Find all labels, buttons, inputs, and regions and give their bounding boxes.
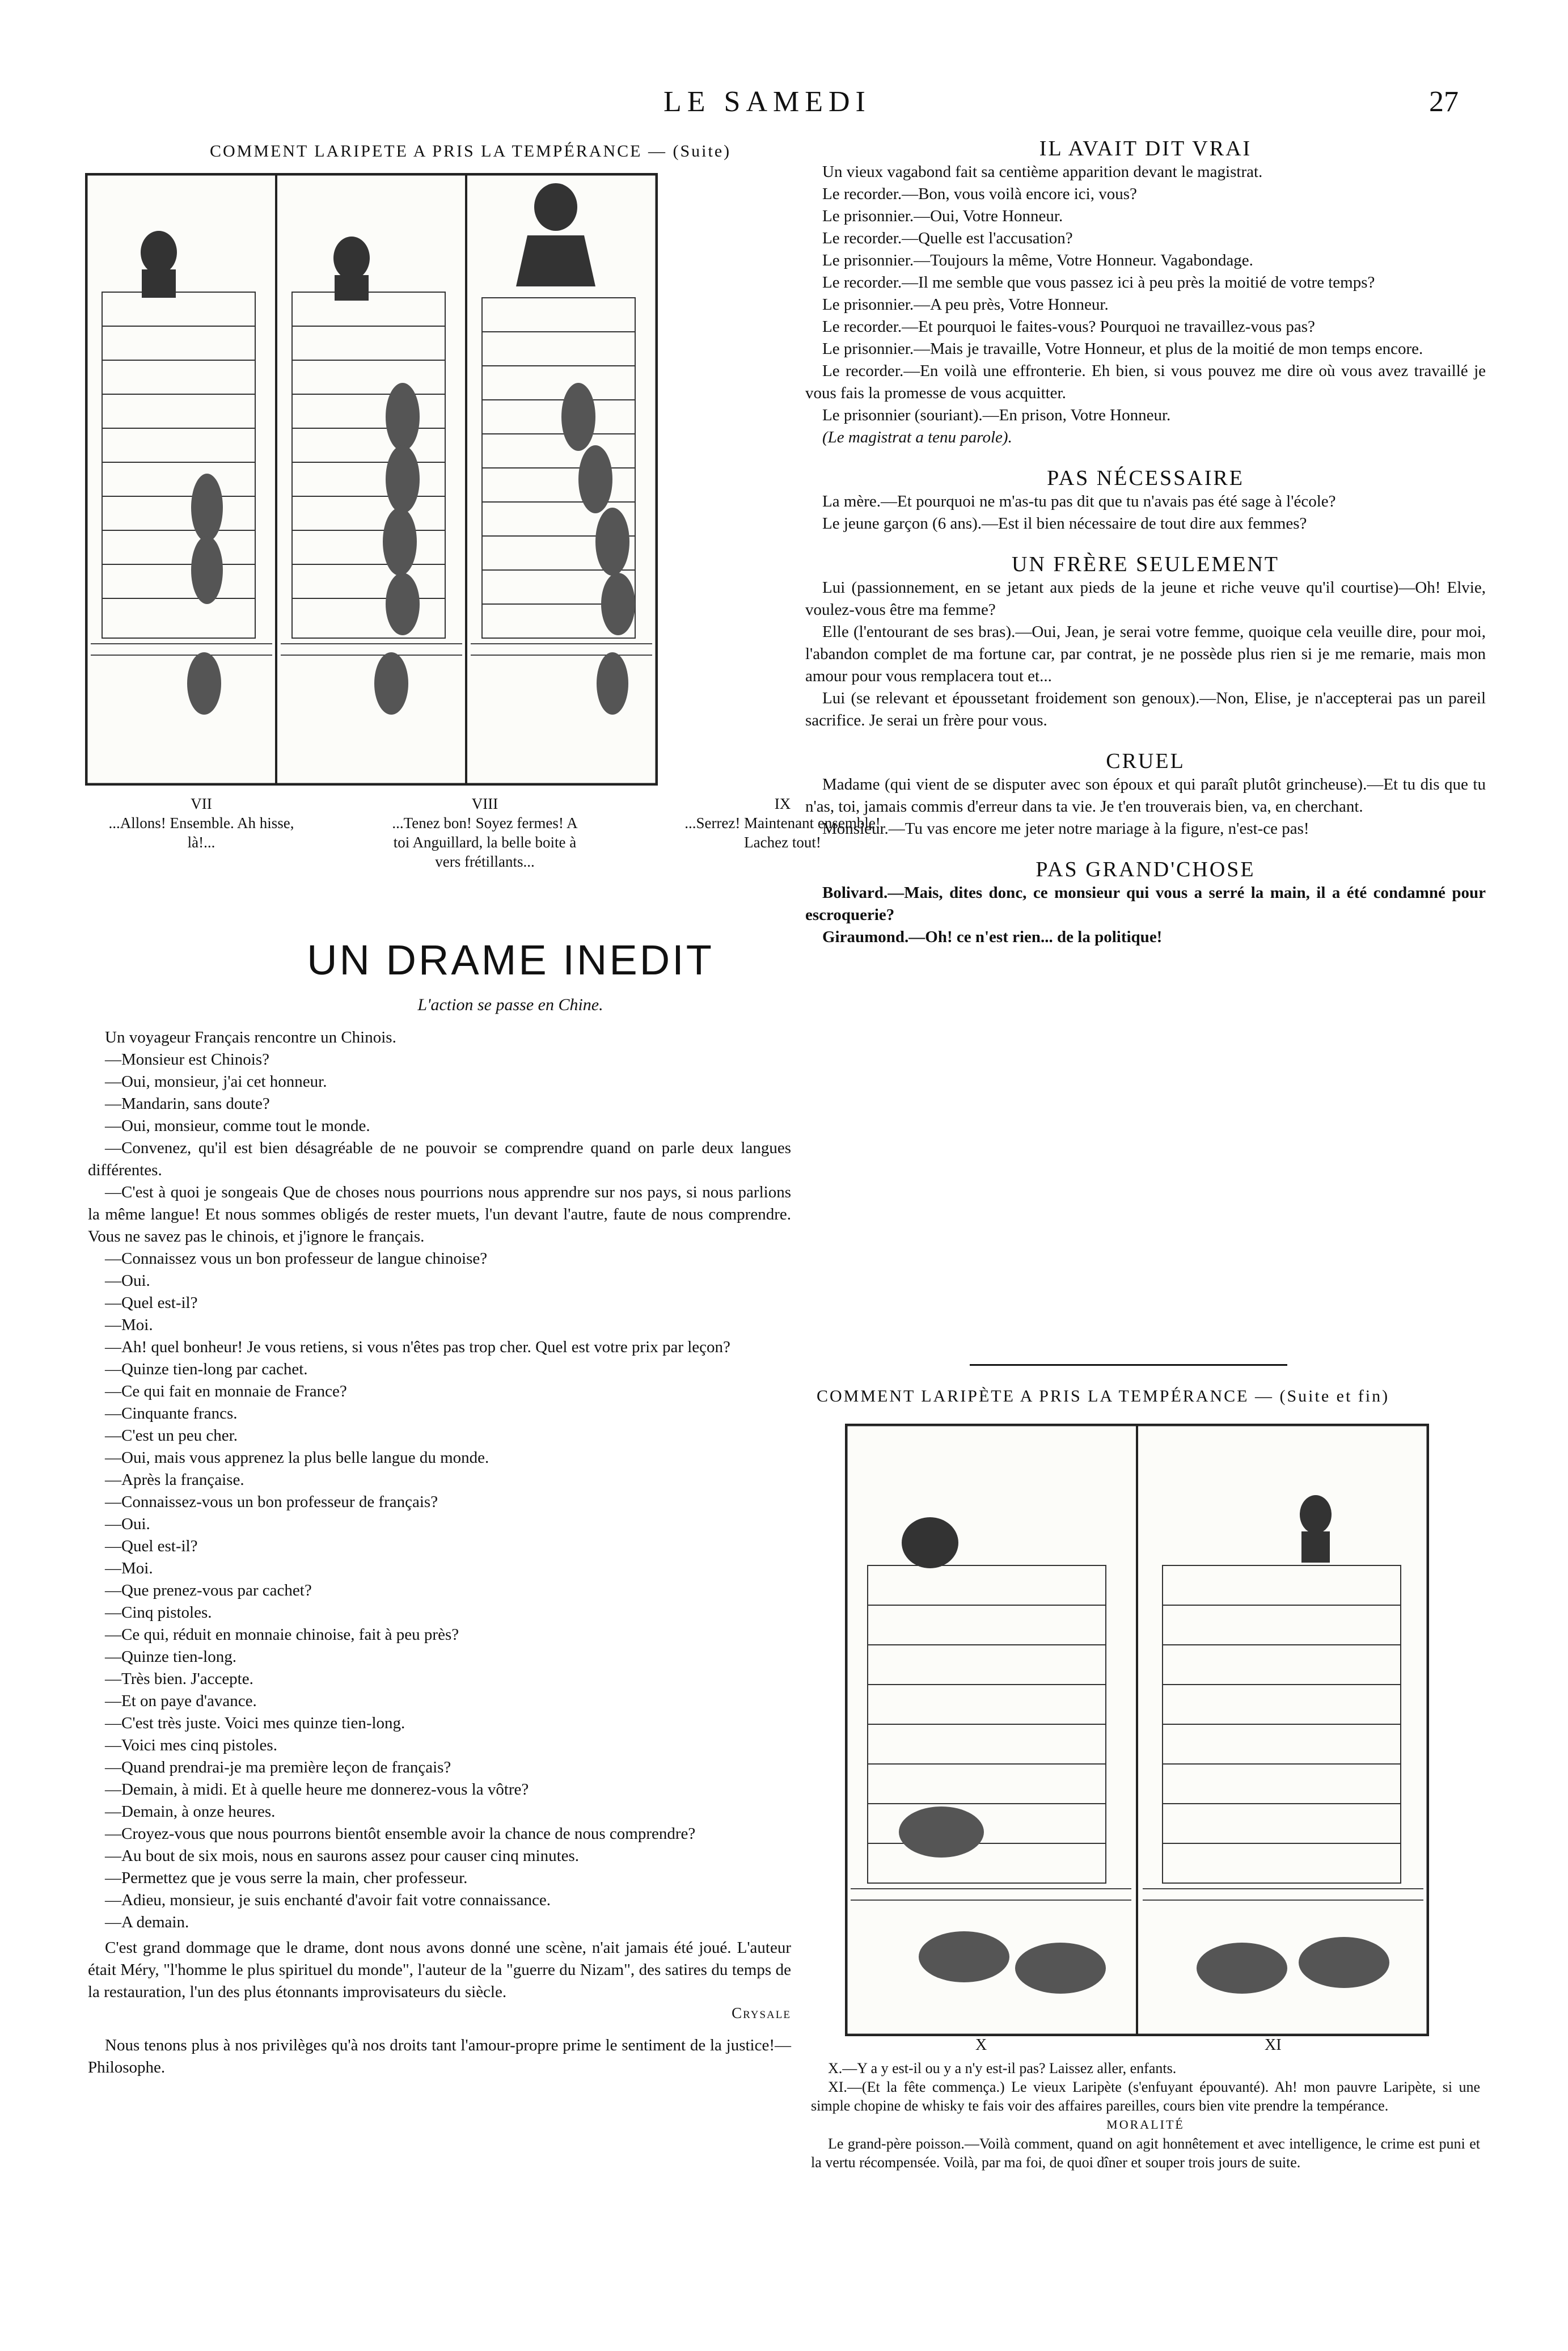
drame-subtitle: L'action se passe en Chine. <box>417 995 603 1014</box>
avait-dit-vrai-end: (Le magistrat a tenu parole). <box>822 428 1012 446</box>
drame-line: —Connaissez-vous un bon professeur de français? <box>105 1493 438 1511</box>
drame-line: —Mandarin, sans doute? <box>105 1095 270 1113</box>
drame-line: —Cinq pistoles. <box>105 1603 212 1622</box>
drame-line: —C'est à quoi je songeais Que de choses nous pourrions nous apprendre sur nos pays, si nous parlions la même langue! Et nous sommes obligés de rester muets, l'un devant l'autre, faute de nous comprendre. Vous ne savez pas le chinois, et j'ignore le français. <box>88 1183 791 1246</box>
drame-line: —Que prenez-vous par cachet? <box>105 1581 312 1599</box>
avait-dit-vrai-line: Le recorder.—Il me semble que vous passez ici à peu près la moitié de votre temps? <box>822 273 1375 292</box>
drame-line: —Très bien. J'accepte. <box>105 1670 253 1688</box>
caption-ix-num: IX <box>774 795 791 812</box>
drame-line: —Moi. <box>105 1316 153 1334</box>
right-column-text <box>805 136 1486 948</box>
avait-dit-vrai-title: IL AVAIT DIT VRAI <box>1039 137 1252 161</box>
drame-line: —Cinquante francs. <box>105 1404 238 1423</box>
drame-line: —Quel est-il? <box>105 1294 198 1312</box>
page-number: 27 <box>1429 86 1459 118</box>
pas-necessaire-dialogue <box>805 491 1486 535</box>
caption-viii-num: VIII <box>471 795 498 812</box>
drame-line: —Oui, mais vous apprenez la plus belle langue du monde. <box>105 1449 489 1467</box>
drame-line: —Demain, à midi. Et à quelle heure me donnerez-vous la vôtre? <box>105 1780 529 1799</box>
caption-x: X.—Y a y est-il ou y a n'y est-il pas? Laissez aller, enfants. <box>828 2060 1177 2076</box>
avait-dit-vrai-intro: Un vieux vagabond fait sa centième apparition devant le magistrat. <box>822 163 1263 181</box>
drame-line: —Oui, monsieur, j'ai cet honneur. <box>105 1073 327 1091</box>
drame-line: —Ce qui fait en monnaie de France? <box>105 1382 347 1400</box>
drame-body <box>88 1027 791 2079</box>
avait-dit-vrai-dialogue <box>805 183 1486 427</box>
avait-dit-vrai-line: Le recorder.—Bon, vous voilà encore ici, vous? <box>822 185 1137 203</box>
cruel-line: Madame (qui vient de se disputer avec son époux et qui paraît plutôt grincheuse).—Et tu dis que tu n'as, toi, jamais commis d'erreur dans ta vie. Je t'en trouverais bien, va, en cherchant. <box>805 775 1486 816</box>
frere-dialogue <box>805 577 1486 732</box>
drame-line: —Ce qui, réduit en monnaie chinoise, fait à peu près? <box>105 1626 459 1644</box>
label-xi: XI <box>1265 2036 1282 2054</box>
drame-line: —C'est un peu cher. <box>105 1426 238 1445</box>
grandchose-line: Bolivard.—Mais, dites donc, ce monsieur qui vous a serré la main, il a été condamné pour escroquerie? <box>805 884 1486 924</box>
drame-line: —Quand prendrai-je ma première leçon de français? <box>105 1758 451 1776</box>
drame-line: —Quinze tien-long par cachet. <box>105 1360 308 1378</box>
drame-line: —Et on paye d'avance. <box>105 1692 257 1710</box>
drame-line: —Convenez, qu'il est bien désagréable de ne pouvoir se comprendre quand on parle deux langues différentes. <box>88 1139 791 1179</box>
cruel-dialogue <box>805 774 1486 840</box>
comic-strip-top <box>85 173 658 786</box>
morale-title: MORALITÉ <box>1106 2117 1185 2131</box>
drame-line: —Permettez que je vous serre la main, cher professeur. <box>105 1869 468 1887</box>
avait-dit-vrai-line: Le prisonnier (souriant).—En prison, Votre Honneur. <box>822 406 1171 424</box>
caption-xi: XI.—(Et la fête commença.) Le vieux Laripète (s'enfuyant épouvanté). Ah! mon pauvre Laripète, si une simple chopine de whisky te fais voir des affaires pareilles, cours bien vite prendre la tempérance. <box>811 2079 1480 2114</box>
running-head: LE SAMEDI <box>663 86 871 118</box>
drame-line: —Quel est-il? <box>105 1537 198 1555</box>
caption-vii <box>108 794 295 852</box>
drame-line: —Quinze tien-long. <box>105 1648 236 1666</box>
drame-closing: C'est grand dommage que le drame, dont nous avons donné une scène, n'ait jamais été joué. L'auteur était Méry, "l'homme le plus spirituel du monde", l'auteur de la "guerre du Nizam", des satires du temps de la restauration, l'un des plus étonnants improvisateurs du siècle. <box>88 1939 791 2001</box>
avait-dit-vrai-line: Le prisonnier.—Toujours la même, Votre Honneur. Vagabondage. <box>822 251 1253 269</box>
frere-line: Lui (passionnement, en se jetant aux pieds de la jeune et riche veuve qu'il courtise)—Oh! Elvie, voulez-vous être ma femme? <box>805 579 1486 619</box>
comic-bottom-captions <box>811 2059 1480 2172</box>
grandchose-line: Giraumond.—Oh! ce n'est rien... de la politique! <box>822 928 1163 946</box>
drame-line: —Oui. <box>105 1515 150 1533</box>
drame-line: —Oui, monsieur, comme tout le monde. <box>105 1117 370 1135</box>
pas-necessaire-line: Le jeune garçon (6 ans).—Est il bien nécessaire de tout dire aux femmes? <box>822 514 1307 533</box>
avait-dit-vrai-line: Le prisonnier.—Mais je travaille, Votre Honneur, et plus de la moitié de mon temps encore. <box>822 340 1423 358</box>
avait-dit-vrai-line: Le prisonnier.—A peu près, Votre Honneur. <box>822 296 1109 314</box>
cruel-line: Monsieur.—Tu vas encore me jeter notre mariage à la figure, n'est-ce pas! <box>822 820 1309 838</box>
comic-strip-bottom <box>845 1424 1429 2036</box>
frere-line: Elle (l'entourant de ses bras).—Oui, Jean, je serai votre femme, quoique cela veuille dire, pour moi, l'abandon complet de ma fortune car, par contrat, je ne possède plus rien si je me remarie, mais mon amour pour vous remplacera tout et... <box>805 623 1486 685</box>
drame-line: —Ah! quel bonheur! Je vous retiens, si vous n'êtes pas trop cher. Quel est votre prix par leçon? <box>105 1338 730 1356</box>
drame-line: —Adieu, monsieur, je suis enchanté d'avoir fait votre connaissance. <box>105 1891 551 1909</box>
grandchose-dialogue <box>805 882 1486 948</box>
avait-dit-vrai-line: Le prisonnier.—Oui, Votre Honneur. <box>822 207 1063 225</box>
drame-line: —Connaissez vous un bon professeur de langue chinoise? <box>105 1250 488 1268</box>
cruel-title: CRUEL <box>1106 749 1185 773</box>
drame-line: —Oui. <box>105 1272 150 1290</box>
drame-title: UN DRAME INEDIT <box>307 936 714 984</box>
caption-vii-num: VII <box>191 795 212 812</box>
drame-line: —Au bout de six mois, nous en saurons assez pour causer cinq minutes. <box>105 1847 580 1865</box>
drame-line: —Voici mes cinq pistoles. <box>105 1736 277 1754</box>
morale-text: Le grand-père poisson.—Voilà comment, quand on agit honnêtement et avec intelligence, le crime est puni et la vertu récompensée. Voilà, par ma foi, de quoi dîner et souper trois jours de suite. <box>811 2135 1480 2171</box>
label-x: X <box>975 2036 987 2054</box>
comic-bottom-title: COMMENT LARIPÈTE A PRIS LA TEMPÉRANCE — (Suite et fin) <box>817 1387 1390 1405</box>
avait-dit-vrai-line: Le recorder.—Et pourquoi le faites-vous? Pourquoi ne travaillez-vous pas? <box>822 318 1315 336</box>
caption-ix-text: ...Serrez! Maintenant ensemble! Lachez tout! <box>684 814 881 851</box>
drame-line: —Moi. <box>105 1559 153 1577</box>
frere-title: UN FRÈRE SEULEMENT <box>1012 552 1279 576</box>
comic-illustration-bottom <box>845 1424 1429 2036</box>
caption-viii <box>391 794 578 871</box>
comic-illustration-top <box>85 173 658 786</box>
drame-signature: Crysale <box>732 2004 791 2021</box>
drame-line: —A demain. <box>105 1913 189 1931</box>
caption-viii-text: ...Tenez bon! Soyez fermes! A toi Anguillard, la belle boite à vers frétillants... <box>392 814 578 870</box>
drame-line: —Croyez-vous que nous pourrons bientôt ensemble avoir la chance de nous comprendre? <box>105 1825 696 1843</box>
comic-top-title: COMMENT LARIPETE A PRIS LA TEMPÉRANCE — (Suite) <box>210 142 732 161</box>
avait-dit-vrai-line: Le recorder.—Quelle est l'accusation? <box>822 229 1073 247</box>
drame-line: —C'est très juste. Voici mes quinze tien-long. <box>105 1714 405 1732</box>
drame-maxim: Nous tenons plus à nos privilèges qu'à nos droits tant l'amour-propre prime le sentiment de la justice!—Philosophe. <box>88 2036 791 2076</box>
pas-necessaire-line: La mère.—Et pourquoi ne m'as-tu pas dit que tu n'avais pas été sage à l'école? <box>822 492 1336 510</box>
drame-dialogue <box>88 1049 791 1934</box>
section-divider <box>970 1364 1287 1366</box>
grandchose-title: PAS GRAND'CHOSE <box>1036 858 1256 881</box>
avait-dit-vrai-line: Le recorder.—En voilà une effronterie. Eh bien, si vous pouvez me dire où vous avez travaillé je vous fais la promesse de vous acquitter. <box>805 362 1486 402</box>
caption-vii-text: ...Allons! Ensemble. Ah hisse, là!... <box>108 814 294 851</box>
pas-necessaire-title: PAS NÉCESSAIRE <box>1047 466 1244 490</box>
drame-line: —Après la française. <box>105 1471 244 1489</box>
drame-intro: Un voyageur Français rencontre un Chinois. <box>105 1028 396 1046</box>
drame-line: —Monsieur est Chinois? <box>105 1050 269 1069</box>
frere-line: Lui (se relevant et époussetant froidement son genoux).—Non, Elise, je n'accepterai pas un pareil sacrifice. Je serai un frère pour vous. <box>805 689 1486 729</box>
drame-line: —Demain, à onze heures. <box>105 1803 276 1821</box>
